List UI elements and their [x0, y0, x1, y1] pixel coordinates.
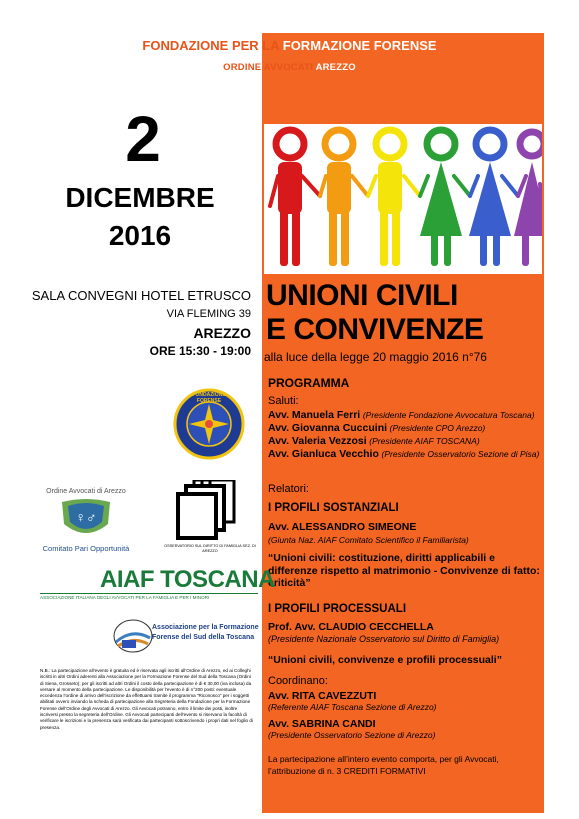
fondazione-logo-text: FONDAZIONE FORENSE [192, 392, 226, 404]
aiaf-toscana-logo: AIAF TOSCANA [100, 566, 275, 593]
org-header: FONDAZIONE PER LA FORMAZIONE FORENSE [142, 38, 437, 53]
event-day: 2 [125, 103, 161, 175]
coordinatore-role: (Referente AIAF Toscana Sezione di Arezzo) [268, 702, 437, 712]
saluti-item: Avv. Gianluca Vecchio (Presidente Osservatorio Sezione di Pisa) [268, 448, 540, 460]
venue-time: ORE 15:30 - 19:00 [149, 344, 251, 358]
participation-note: N.B.: La partecipazione all’evento è gratuita ed è riservata agli iscritti all’Ordine di Arezzo, ed ai Colleghi iscritti in altri Ordini aderenti alla Associazione per la Formazione Forense del Sud della Toscana (Ordini di Siena, Grosseto); per gli iscritti ad altri Ordini il costo della partecipazione è di € 30,00 (iva inclusa) da versare al momento della partecipazione. Le disponibilità per l’evento è di n°200 posti: eventuale eccedenza l’ordine di arrivo dell’iscrizione da effettuarsi tramite il programma “Riconosco” per i soggetti abilitati ovvero inviando la scheda di partecipazione alla Segreteria della Fondazione per la Formazione Forense dell’Ordine degli Avvocati di Arezzo. Gli Avvocati potranno, entro il limite dei posti, inoltre iscriversi presso la segreteria dell’Ordine. Gli Avvocati partecipanti dell’evento si riservano la facoltà di verificare le iscrizioni e la presenza sarà verificata dai partecipanti sottoscrivendo i propri dati nel foglio di presenza. [40, 668, 253, 730]
saluti-item: Avv. Giovanna Cuccuini (Presidente CPO Arezzo) [268, 422, 486, 434]
sostanziali-talk: “Unioni civili: costituzione, diritti applicabili e differenze rispetto al matrimonio - Convivenze di fatto: criticità” [268, 552, 540, 589]
coordinano-label: Coordinano: [268, 675, 328, 687]
assoc-logo-line2: Forense del Sud della Toscana [152, 634, 255, 641]
assoc-formazione-logo [112, 614, 262, 656]
sostanziali-speaker: Avv. ALESSANDRO SIMEONE [268, 521, 417, 533]
osservatorio-logo [164, 478, 256, 558]
processuali-heading: I PROFILI PROCESSUALI [268, 603, 407, 615]
event-title-line1: UNIONI CIVILI [266, 279, 458, 312]
coordinatore-name: Avv. RITA CAVEZZUTI [268, 690, 377, 702]
venue-street: VIA FLEMING 39 [166, 308, 251, 320]
fondazione-forense-logo [173, 388, 245, 460]
programma-heading: PROGRAMMA [268, 376, 350, 390]
org-subheader: ORDINE AVVOCATI AREZZO [223, 62, 356, 73]
event-subtitle: alla luce della legge 20 maggio 2016 n°76 [264, 350, 487, 364]
rainbow-figures-illustration [264, 124, 542, 274]
credits-line2: l’attribuzione di n. 3 CREDITI FORMATIVI [268, 766, 426, 776]
processuali-role: (Presidente Nazionale Osservatorio sul Diritto di Famiglia) [268, 634, 500, 644]
venue-city: AREZZO [193, 325, 251, 341]
relatori-label: Relatori: [268, 483, 309, 495]
cpo-logo-bottom-text: Comitato Pari Opportunità [42, 544, 130, 553]
credits-line1: La partecipazione all’intero evento comporta, per gli Avvocati, [268, 754, 499, 764]
coordinatore-role: (Presidente Osservatorio Sezione di Arezzo) [268, 730, 436, 740]
event-month: DICEMBRE [65, 182, 215, 213]
event-year: 2016 [108, 220, 172, 251]
saluti-item: Avv. Manuela Ferri (Presidente Fondazione Avvocatura Toscana) [268, 409, 535, 421]
event-title-line2: E CONVIVENZE [266, 313, 484, 346]
venue-hall: SALA CONVEGNI HOTEL ETRUSCO [31, 288, 251, 303]
saluti-label: Saluti: [268, 395, 299, 407]
osservatorio-caption: OSSERVATORIO SUL DIRITTO DI FAMIGLIA SEZ. DI AREZZO [164, 544, 256, 553]
cpo-arezzo-logo [40, 488, 132, 558]
aiaf-caption: ASSOCIAZIONE ITALIANA DEGLI AVVOCATI PER LA FAMIGLIA E PER I MINORI [40, 593, 258, 600]
sostanziali-role: (Giunta Naz. AIAF Comitato Scientifico il Familiarista) [268, 535, 469, 545]
processuali-talk: “Unioni civili, convivenze e profili processuali” [268, 654, 502, 666]
saluti-item: Avv. Valeria Vezzosi (Presidente AIAF TOSCANA) [268, 435, 480, 447]
coordinatore-name: Avv. SABRINA CANDI [268, 718, 376, 730]
sostanziali-heading: I PROFILI SOSTANZIALI [268, 502, 399, 514]
assoc-logo-line1: Associazione per la Formazione [152, 624, 259, 631]
processuali-speaker: Prof. Avv. CLAUDIO CECCHELLA [268, 621, 434, 633]
svg-text:♀♂: ♀♂ [75, 509, 97, 525]
cpo-logo-top-text: Ordine Avvocati di Arezzo [46, 488, 126, 495]
